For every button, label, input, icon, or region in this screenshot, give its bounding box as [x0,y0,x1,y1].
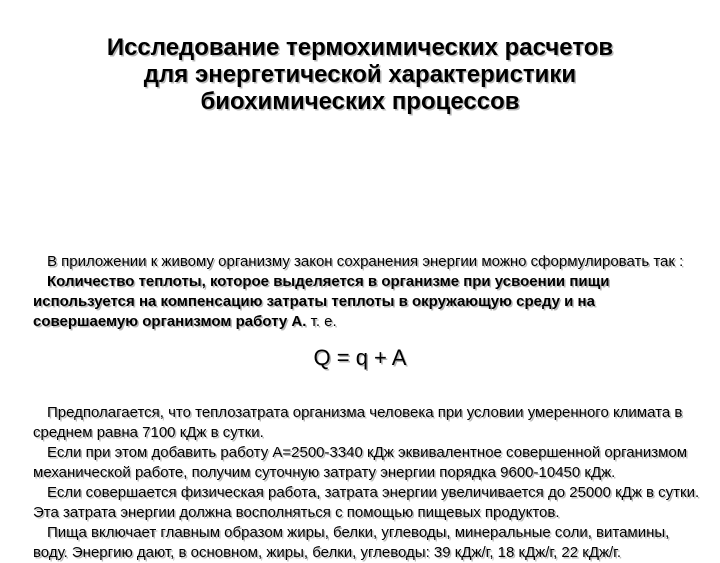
intro-tail: т. е. [306,313,337,330]
title-line-2: для энергетической характеристики [143,61,577,88]
energy-law-statement: Количество теплоты, которое выделяется в организме при усвоении пищи используется на компенсацию затраты теплоты в окружающую среду и на совершаемую организмом работу А. [33,273,610,330]
paragraph-physical-work: Если совершается физическая работа, затрата энергии увеличивается до 25000 кДж в сутки. Эта затрата энергии должна восполняться с помощью пищевых продуктов. [33,484,700,521]
intro-statement [33,272,703,332]
paragraph-work: Если при этом добавить работу А=2500-3340 кДж эквивалентное совершенной организмом механической работе, получим суточную затрату энергии порядка 9600-10450 кДж. [33,444,688,481]
paragraph-food: Пища включает главным образом жиры, белки, углеводы, минеральные соли, витамины, воду. Энергию дают, в основном, жиры, белки, углеводы: 39 кДж/г, 18 кДж/г, 22 кДж/г. [33,524,670,561]
energy-formula: Q = q + A [313,345,407,370]
intro-block [33,252,703,332]
title-line-1: Исследование термохимических расчетов [106,34,614,61]
intro-lead: В приложении к живому организму закон сохранения энергии можно сформулировать так : [47,253,684,270]
paragraph-heat-loss: Предполагается, что теплозатрата организма человека при условии умеренного климата в среднем равна 7100 кДж в сутки. [33,404,683,441]
explanation-block [33,403,703,563]
slide-title [0,34,720,115]
title-line-3: биохимических процессов [200,88,520,115]
